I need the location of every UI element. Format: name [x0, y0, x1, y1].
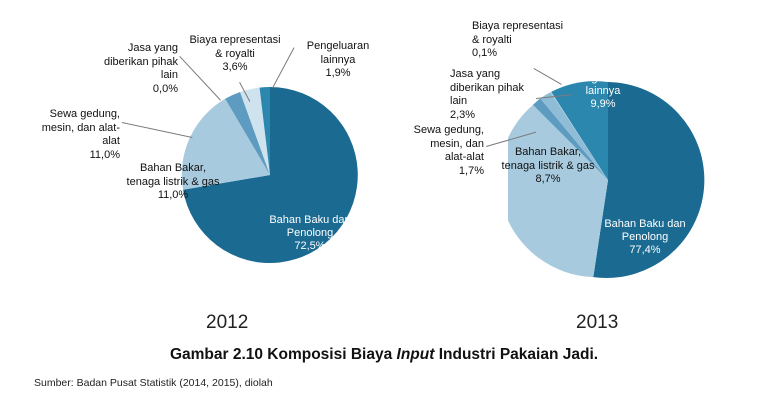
callout-sewa-2012	[20, 108, 120, 162]
slice-bahan-baku-2013[interactable]	[593, 82, 704, 278]
callout-pct: 3,6%	[222, 61, 248, 73]
callout-line1: Biaya representasi	[472, 20, 564, 32]
callout-pct: 1,9%	[325, 67, 351, 79]
callout-line1: Jasa yang	[450, 68, 501, 80]
callout-bahan-bakar-2013	[492, 146, 604, 187]
callout-line1: Biaya representasi	[189, 34, 281, 46]
callout-line2: diberikan pihak	[450, 81, 524, 94]
callout-sewa-2013	[388, 124, 484, 178]
inside-label-pct: 72,5%	[294, 240, 326, 252]
pie-chart-2013	[384, 0, 768, 345]
inside-label-pct: 77,4%	[629, 244, 661, 256]
callout-line3: alat-alat	[444, 151, 484, 163]
callout-line2: tenaga listrik & gas	[501, 159, 595, 172]
callout-line1: Bahan Bakar,	[139, 162, 207, 174]
callout-line2: & royalti	[215, 47, 255, 60]
callout-line2: & royalti	[472, 33, 512, 46]
callout-pengeluaran-2012	[292, 40, 384, 81]
callout-line2: mesin, dan	[430, 137, 484, 150]
callout-line2: mesin, dan alat-	[41, 121, 120, 134]
inside-label-line1: Bahan Baku dan	[269, 214, 351, 226]
year-label-2013: 2013	[576, 312, 619, 333]
callout-line3: alat	[102, 135, 120, 147]
callout-line2: diberikan pihak	[104, 55, 178, 68]
inside-label-line2: Penolong	[286, 227, 334, 239]
callout-pct: 11,0%	[89, 148, 120, 161]
callout-line1: Pengeluaran	[571, 72, 635, 84]
pie-chart-2012	[0, 0, 384, 345]
callout-line1: Bahan Bakar,	[514, 146, 582, 158]
callout-line1: Sewa gedung,	[49, 108, 120, 120]
callout-line1: Sewa gedung,	[413, 124, 484, 136]
caption-suffix: Industri Pakaian Jadi.	[434, 346, 599, 363]
callout-jasa-2013	[450, 68, 550, 122]
inside-label-line2: Penolong	[621, 231, 669, 243]
caption-italic: Input	[396, 346, 435, 363]
callout-representasi-2012	[180, 34, 290, 75]
callout-line2: lainnya	[585, 85, 621, 97]
callout-pct: 2,3%	[450, 108, 476, 121]
figure-source: Sumber: Badan Pusat Statistik (2014, 2015), diolah	[34, 377, 273, 389]
callout-bahan-bakar-2012	[118, 162, 228, 203]
callout-representasi-2013	[472, 20, 592, 61]
callout-pct: 11,0%	[157, 189, 189, 201]
callout-pct: 0,1%	[472, 47, 498, 59]
callout-line3: lain	[450, 95, 468, 107]
caption-prefix: Gambar 2.10 Komposisi Biaya	[169, 346, 397, 363]
callout-line2: lainnya	[320, 53, 356, 66]
callout-line3: lain	[160, 69, 178, 81]
callout-pct: 9,9%	[590, 98, 616, 110]
callout-pct: 1,7%	[458, 164, 484, 177]
year-label-2012: 2012	[206, 312, 249, 333]
figure-caption	[0, 346, 768, 364]
callout-line2: tenaga listrik & gas	[126, 175, 220, 188]
callout-line1: Jasa yang	[127, 42, 178, 54]
callout-pct: 0,0%	[152, 82, 178, 95]
callout-pct: 8,7%	[535, 173, 561, 185]
callout-jasa-2012	[88, 42, 178, 96]
callout-line1: Pengeluaran	[306, 40, 370, 52]
inside-label-line1: Bahan Baku dan	[604, 218, 686, 230]
